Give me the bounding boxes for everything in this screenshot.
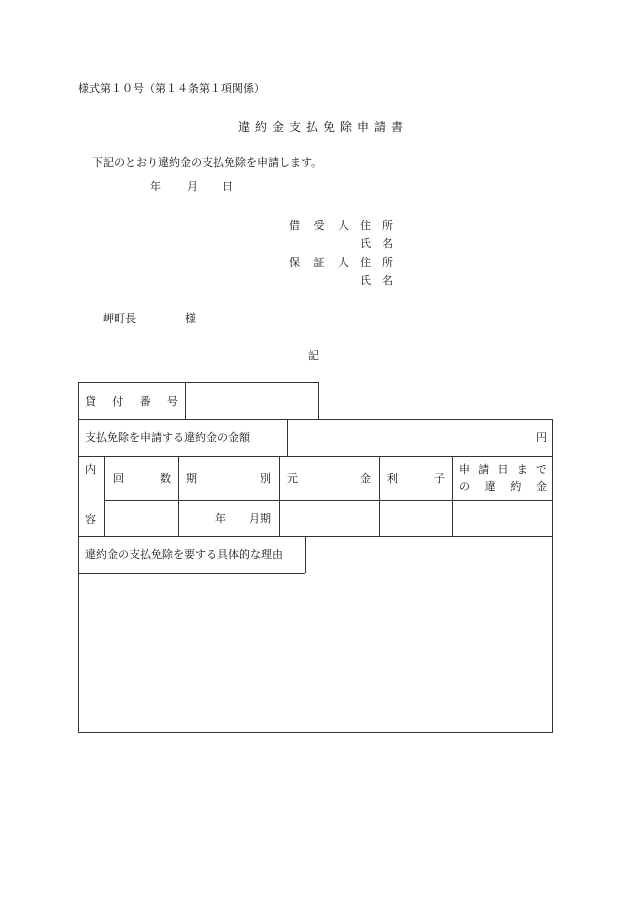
loan-number-label: 貸 付 番 号 [85, 395, 178, 408]
guarantor-name-label: 氏 名 [360, 274, 393, 287]
exemption-amount-field[interactable] [288, 420, 533, 455]
document-title: 違約金支払免除申請書 [238, 120, 409, 134]
form-number: 様式第１０号（第１４条第１項関係） [78, 82, 265, 95]
addressee-name: 岬町長 [103, 312, 136, 325]
penalty-until-field[interactable] [453, 501, 552, 535]
addressee-honorific: 様 [185, 312, 196, 325]
intro-text: 下記のとおり違約金の支払免除を申請します。 [92, 156, 323, 169]
kibetsu-field[interactable] [179, 501, 278, 535]
penalty-until-header-line2: の 違 約 金 [459, 480, 547, 493]
period-month-label: 月期 [249, 512, 271, 525]
borrower-address-label: 住 所 [360, 219, 393, 232]
guarantor-label: 保 証 人 [289, 256, 349, 269]
date-day: 日 [222, 180, 233, 193]
exemption-amount-label: 支払免除を申請する違約金の金額 [85, 431, 250, 444]
naiyou-label-bottom: 容 [85, 513, 96, 526]
naiyou-label-top: 内 [85, 463, 96, 476]
penalty-until-header-line1: 申 請 日 ま で [459, 463, 547, 476]
kaisu-header: 回 数 [113, 472, 171, 485]
ganpon-header: 元 金 [287, 472, 371, 485]
borrower-label: 借 受 人 [289, 219, 349, 232]
guarantor-address-label: 住 所 [360, 256, 393, 269]
kaisu-field[interactable] [105, 501, 177, 535]
risoku-header: 利 子 [387, 472, 445, 485]
ganpon-field[interactable] [280, 501, 378, 535]
kibetsu-header: 期 別 [186, 472, 271, 485]
borrower-name-label: 氏 名 [360, 237, 393, 250]
reason-label: 違約金の支払免除を要する具体的な理由 [85, 548, 283, 561]
reason-field[interactable] [79, 574, 552, 732]
date-year: 年 [150, 180, 161, 193]
loan-number-field[interactable] [186, 383, 318, 419]
yen-unit: 円 [536, 431, 547, 444]
ki-mark: 記 [308, 349, 319, 362]
risoku-field[interactable] [380, 501, 451, 535]
date-month: 月 [187, 180, 198, 193]
period-year-label: 年 [215, 512, 226, 525]
